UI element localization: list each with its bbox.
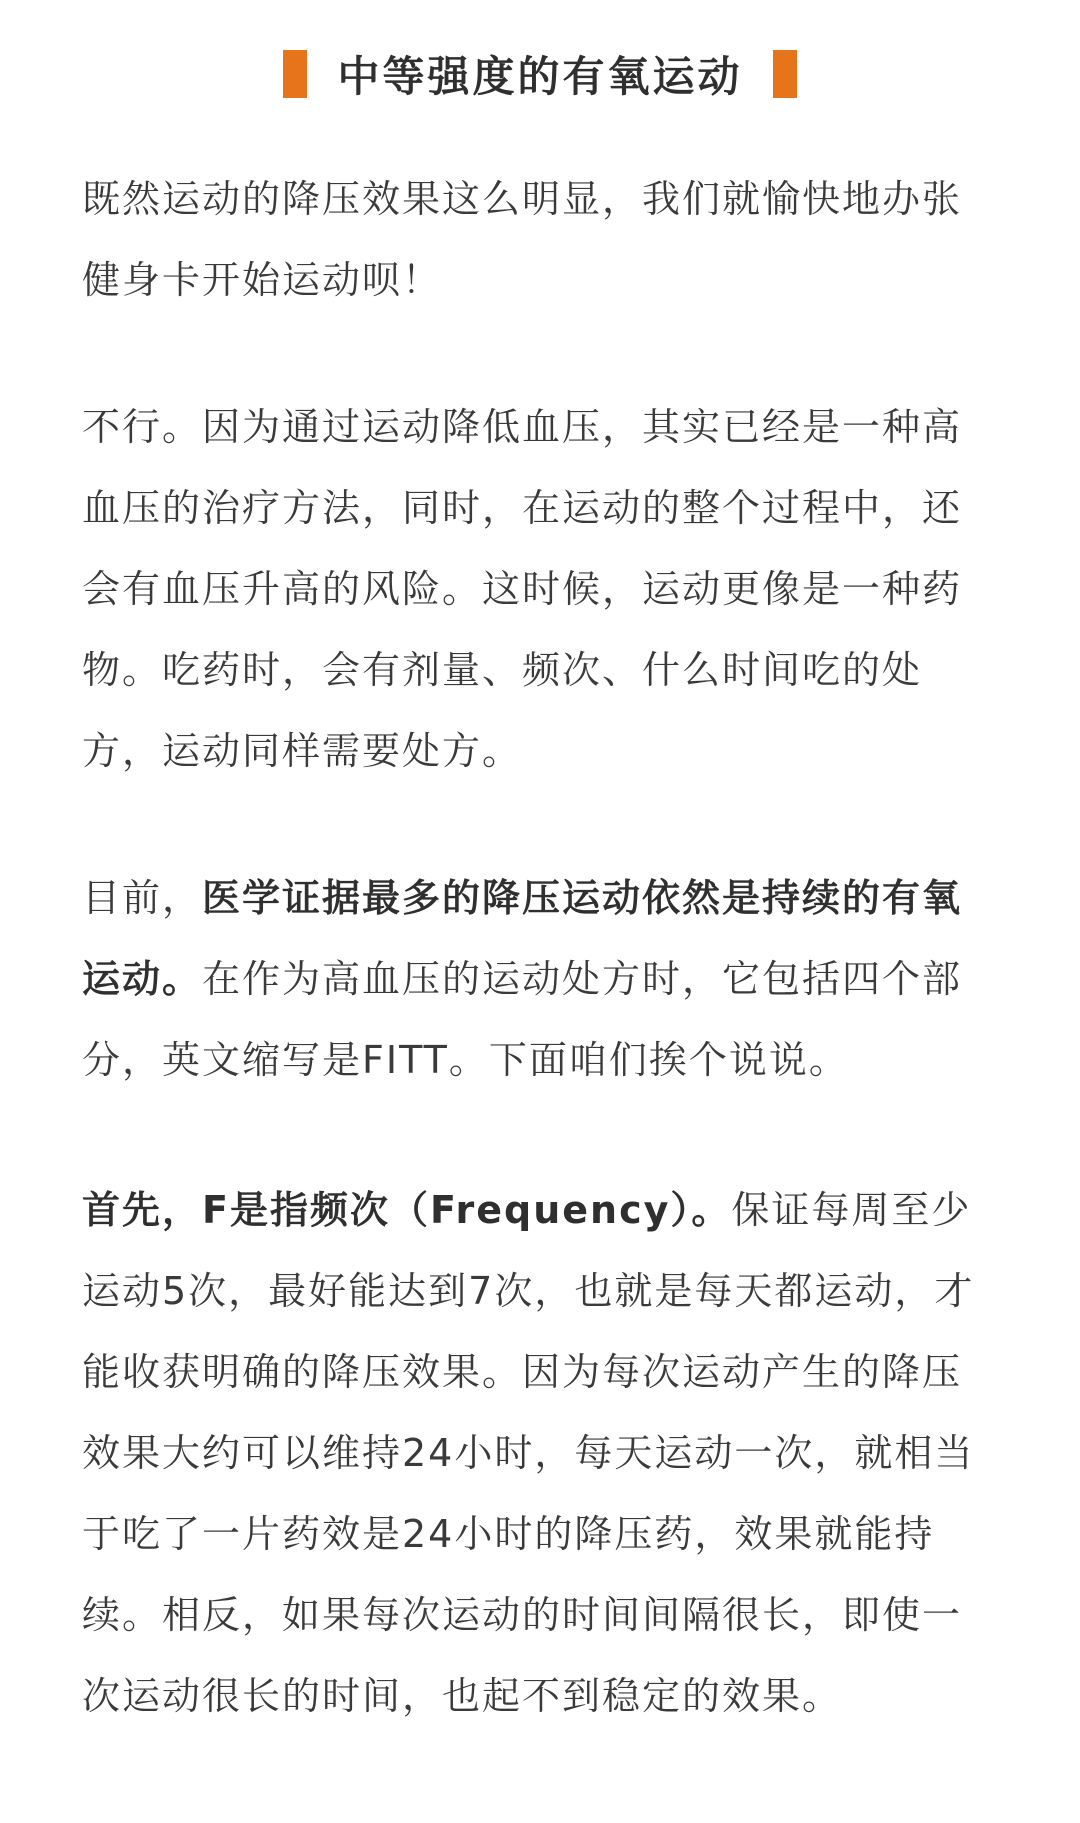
paragraph-body-text: 保证每周至少运动5次，最好能达到7次，也就是每天都运动，才能收获明确的降压效果。因为每次运动产生的降压效果大约可以维持24小时，每天运动一次，就相当于吃了一片药效是24小时的降压药，效果就能持续。相反，如果每次运动的时间间隔很长，即使一次运动很长的时间，也起不到稳定的效果。	[82, 1188, 975, 1718]
paragraph-intro: 既然运动的降压效果这么明显，我们就愉快地办张健身卡开始运动呗！	[82, 177, 963, 302]
paragraph-frequency	[82, 1170, 1000, 1737]
paragraph-prescription: 不行。因为通过运动降低血压，其实已经是一种高血压的治疗方法，同时，在运动的整个过程中，还会有血压升高的风险。这时候，运动更像是一种药物。吃药时，会有剂量、频次、什么时间吃的处方，运动同样需要处方。	[82, 405, 963, 773]
heading-left-accent-bar	[283, 50, 307, 98]
paragraph-bold-emphasis: 首先，F是指频次（Frequency）。	[82, 1188, 732, 1232]
paragraph-aerobic-evidence	[82, 858, 1000, 1101]
section-heading	[0, 44, 1080, 104]
heading-right-accent-bar	[773, 50, 797, 98]
paragraph-body-text: 在作为高血压的运动处方时，它包括四个部分，英文缩写是FITT。下面咱们挨个说说。	[82, 957, 963, 1082]
paragraph-lead-text: 目前，	[82, 876, 203, 920]
paragraph-bold-emphasis: 医学证据最多的降压运动依然是持续的有氧运动。	[82, 876, 963, 1001]
section-title: 中等强度的有氧运动	[337, 52, 743, 101]
